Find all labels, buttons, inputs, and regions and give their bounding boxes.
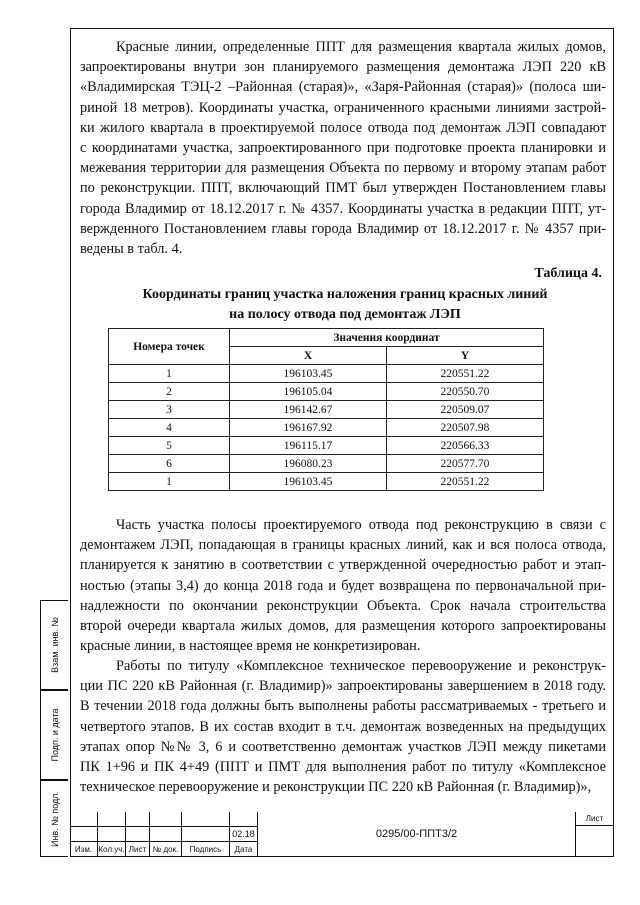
table-row — [109, 383, 544, 401]
table-row — [109, 365, 544, 383]
stamp-sheet-number — [576, 826, 614, 857]
text-line: ностью (этапы 3,4) до конца 2018 года и будет возвращена по первоначальной при- — [80, 577, 606, 594]
text-line: надлежности по окончании реконструкции Объекта. Срок начала строительства — [80, 597, 606, 614]
table-title-line2: на полосу отвода под демонтаж ЛЭП — [229, 307, 461, 322]
cell-y: 220507.98 — [386, 419, 543, 437]
text-line: вержденного Постановлением главы города Владимир от 18.12.2017 г. № 4357 при- — [80, 220, 606, 237]
side-stamp-podp: Подп. и дата — [40, 690, 68, 780]
table-row — [109, 401, 544, 419]
cell-x: 196115.17 — [230, 437, 387, 455]
side-stamp-vzam: Взам. инв. № — [40, 600, 68, 690]
text-line: ки жилого квартала в проектируемой полосе отвода под демонтаж ЛЭП совпадают — [80, 119, 606, 136]
text-line: запроектированы внутри зон планируемого размещения демонтажа ЛЭП 220 кВ — [80, 59, 606, 76]
cell-x: 196167.92 — [230, 419, 387, 437]
stamp-header-izm: Изм. — [70, 842, 98, 857]
cell-y: 220550.70 — [386, 383, 543, 401]
cell-y: 220551.22 — [386, 365, 543, 383]
stamp-sheet-label: Лист — [576, 812, 614, 826]
title-block — [70, 812, 614, 857]
cell-x: 196103.45 — [230, 365, 387, 383]
text-line: этапах опор №№ 3, 6 и соответственно демонтаж участков ЛЭП между пикетами — [80, 738, 606, 755]
text-line: «Владимирская ТЭЦ-2 –Районная (старая)», «Заря-Районная (старая)» (полоса ши- — [80, 79, 606, 96]
cell-y: 220566.33 — [386, 437, 543, 455]
text-line: В течении 2018 года должны быть выполнены работы рассматриваемых - третьего и — [80, 698, 606, 715]
stamp-header-list: Лист — [126, 842, 150, 857]
paragraph-works-title — [80, 656, 606, 797]
paragraph-red-lines — [80, 37, 606, 259]
cell-x: 196080.23 — [230, 455, 387, 473]
coordinates-table — [108, 328, 544, 491]
stamp-header-ndok: № док. — [150, 842, 182, 857]
cell-n: 4 — [109, 419, 230, 437]
text-line: техническое перевооружение и реконструкции ПС 220 кВ Районная (г. Владимир)», — [80, 779, 592, 796]
stamp-doc-code: 0295/00-ППТ3/2 — [258, 812, 576, 857]
text-line: города Владимир от 18.12.2017 г. № 4357. Координаты участка в редакции ППТ, ут- — [80, 200, 606, 217]
text-line: планируется к занятию в соответствии с утвержденной очередностью работ и этап- — [80, 557, 606, 574]
header-x: X — [230, 347, 387, 365]
header-point-numbers: Номера точек — [109, 329, 230, 365]
side-stamp-inv: Инв. № подл. — [40, 780, 68, 857]
cell-x: 196103.45 — [230, 473, 387, 491]
cell-x: 196105.04 — [230, 383, 387, 401]
text-line: четвертого этапов. В их состав входит в т.ч. демонтаж возведенных на предыдущих — [80, 718, 606, 735]
text-line: Часть участка полосы проектируемого отвода под реконструкцию в связи с — [116, 517, 606, 533]
cell-n: 1 — [109, 365, 230, 383]
stamp-header-data: Дата — [230, 842, 258, 857]
table-caption: Таблица 4. — [534, 266, 602, 281]
text-line: демонтажем ЛЭП, попадающая в границы красных линий, как и вся полоса отвода, — [80, 537, 606, 554]
cell-n: 1 — [109, 473, 230, 491]
header-coordinate-values: Значения координат — [230, 329, 544, 347]
text-line: ции ПС 220 кВ Районная (г. Владимир)» запроектированы завершением в 2018 году. — [80, 678, 606, 695]
cell-x: 196142.67 — [230, 401, 387, 419]
table-row — [109, 473, 544, 491]
stamp-header-koluch: Кол.уч. — [98, 842, 126, 857]
paragraph-row-return — [80, 515, 606, 656]
cell-y: 220577.70 — [386, 455, 543, 473]
table-row — [109, 419, 544, 437]
cell-n: 2 — [109, 383, 230, 401]
cell-n: 3 — [109, 401, 230, 419]
text-line: риной 18 метров). Координаты участка, ограниченного красными линиями застрой- — [80, 99, 606, 116]
text-line: красные линии, в настоящее время не конкретизирован. — [80, 638, 421, 655]
text-line: ведены в табл. 4. — [80, 241, 183, 258]
cell-y: 220551.22 — [386, 473, 543, 491]
cell-n: 6 — [109, 455, 230, 473]
text-line: второй очереди квартала жилых домов, для размещения которого запроектированы — [80, 618, 606, 635]
text-line: Работы по титулу «Комплексное техническое перевооружение и реконструк- — [116, 658, 606, 674]
text-line: по реконструкции. ППТ, включающий ПМТ был утвержден Постановлением главы — [80, 180, 606, 197]
table-row — [109, 437, 544, 455]
cell-n: 5 — [109, 437, 230, 455]
stamp-date-value: 02.18 — [230, 827, 258, 842]
header-y: Y — [386, 347, 543, 365]
table-title-line1: Координаты границ участка наложения границ красных линий — [142, 287, 548, 302]
text-line: с координатами участка, запроектированного при подготовке проекта планировки и — [80, 140, 606, 157]
cell-y: 220509.07 — [386, 401, 543, 419]
text-line: межевания территории для размещения Объекта по первому и второму этапам работ — [80, 160, 606, 177]
text-line: Красные линии, определенные ППТ для размещения квартала жилых домов, — [116, 39, 606, 55]
stamp-header-podpis: Подпись — [182, 842, 230, 857]
table-row — [109, 455, 544, 473]
text-line: ПК 1+96 и ПК 4+49 (ППТ и ПМТ для выполнения работ по титулу «Комплексное — [80, 759, 606, 776]
